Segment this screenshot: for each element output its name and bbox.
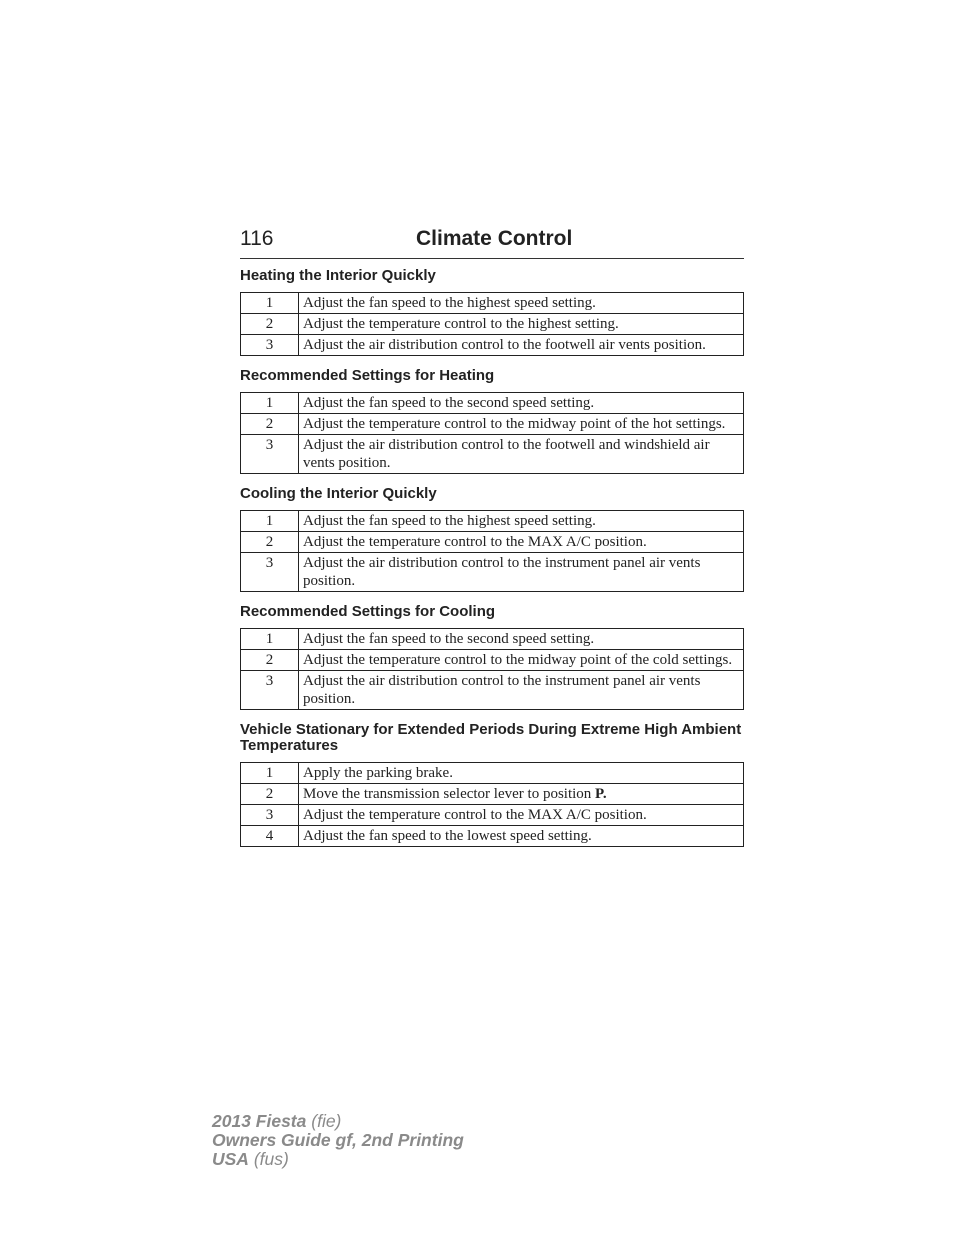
- step-text-cell: [299, 784, 744, 805]
- table-row: [241, 435, 744, 474]
- step-text: Adjust the air distribution control to the instrument panel air vents position.: [303, 555, 701, 589]
- step-text-cell: [299, 553, 744, 592]
- section-title: Vehicle Stationary for Extended Periods During Extreme High Ambient Temperatures: [240, 721, 742, 754]
- step-number: 2: [241, 532, 299, 553]
- step-text: Adjust the air distribution control to the footwell and windshield air vents position.: [303, 437, 710, 471]
- table-row: [241, 511, 744, 532]
- section-title: Cooling the Interior Quickly: [240, 485, 437, 502]
- step-text-cell: [299, 805, 744, 826]
- page-header: [240, 227, 744, 259]
- footer-line-guide: [212, 1131, 464, 1150]
- footer-line-model: [212, 1112, 464, 1131]
- step-text: Adjust the temperature control to the MAX A/C position.: [303, 807, 647, 823]
- step-number: 1: [241, 393, 299, 414]
- table-row: [241, 393, 744, 414]
- step-text-cell: [299, 763, 744, 784]
- table-row: [241, 553, 744, 592]
- step-text: Adjust the fan speed to the lowest speed setting.: [303, 828, 592, 844]
- section-title: Recommended Settings for Cooling: [240, 603, 496, 620]
- step-text: Adjust the fan speed to the second speed setting.: [303, 631, 595, 647]
- step-number: 3: [241, 435, 299, 474]
- step-text-emphasis: P.: [595, 786, 607, 802]
- step-number: 1: [241, 511, 299, 532]
- step-text-cell: [299, 435, 744, 474]
- step-text: Adjust the temperature control to the midway point of the hot settings.: [303, 416, 726, 432]
- document-footer: [212, 1112, 464, 1169]
- step-number: 1: [241, 629, 299, 650]
- footer-region-code: (fus): [253, 1149, 289, 1169]
- step-text: Move the transmission selector lever to position: [303, 786, 592, 802]
- table-row: [241, 532, 744, 553]
- steps-table: [240, 762, 744, 847]
- footer-model-name: 2013 Fiesta: [212, 1111, 307, 1131]
- step-text-cell: [299, 650, 744, 671]
- step-number: 2: [241, 414, 299, 435]
- footer-region-name: USA: [212, 1149, 249, 1169]
- footer-model-code: (fie): [311, 1111, 342, 1131]
- section-title: Recommended Settings for Heating: [240, 367, 495, 384]
- table-row: [241, 784, 744, 805]
- step-number: 2: [241, 650, 299, 671]
- footer-line-region: [212, 1150, 464, 1169]
- step-number: 2: [241, 784, 299, 805]
- step-text: Adjust the fan speed to the highest speed setting.: [303, 295, 596, 311]
- table-row: [241, 671, 744, 710]
- table-row: [241, 314, 744, 335]
- step-text: Adjust the temperature control to the highest setting.: [303, 316, 619, 332]
- steps-table: [240, 292, 744, 356]
- page-number: 116: [240, 227, 274, 250]
- step-text-cell: [299, 335, 744, 356]
- table-row: [241, 629, 744, 650]
- table-row: [241, 650, 744, 671]
- footer-guide-name: Owners Guide gf, 2nd Printing: [212, 1130, 464, 1150]
- step-text-cell: [299, 414, 744, 435]
- step-number: 2: [241, 314, 299, 335]
- step-number: 4: [241, 826, 299, 847]
- step-text-cell: [299, 511, 744, 532]
- manual-page: [240, 227, 744, 859]
- step-text-cell: [299, 314, 744, 335]
- step-text: Adjust the air distribution control to the instrument panel air vents position.: [303, 673, 701, 707]
- table-row: [241, 826, 744, 847]
- step-text: Apply the parking brake.: [303, 765, 453, 781]
- chapter-title: Climate Control: [416, 227, 573, 250]
- table-row: [241, 805, 744, 826]
- step-number: 3: [241, 805, 299, 826]
- step-text: Adjust the temperature control to the MAX A/C position.: [303, 534, 647, 550]
- step-text-cell: [299, 826, 744, 847]
- table-row: [241, 335, 744, 356]
- step-text: Adjust the temperature control to the midway point of the cold settings.: [303, 652, 733, 668]
- step-text-cell: [299, 671, 744, 710]
- section-title: Heating the Interior Quickly: [240, 267, 436, 284]
- steps-table: [240, 392, 744, 474]
- step-number: 3: [241, 335, 299, 356]
- table-row: [241, 414, 744, 435]
- table-row: [241, 293, 744, 314]
- step-text-cell: [299, 293, 744, 314]
- steps-table: [240, 510, 744, 592]
- step-text-cell: [299, 393, 744, 414]
- step-text: Adjust the air distribution control to the footwell air vents position.: [303, 337, 706, 353]
- steps-table: [240, 628, 744, 710]
- step-text: Adjust the fan speed to the highest speed setting.: [303, 513, 596, 529]
- step-number: 1: [241, 763, 299, 784]
- step-text-cell: [299, 532, 744, 553]
- step-number: 3: [241, 671, 299, 710]
- step-number: 1: [241, 293, 299, 314]
- step-text: Adjust the fan speed to the second speed setting.: [303, 395, 595, 411]
- table-row: [241, 763, 744, 784]
- step-text-cell: [299, 629, 744, 650]
- step-number: 3: [241, 553, 299, 592]
- sections-container: [240, 268, 744, 847]
